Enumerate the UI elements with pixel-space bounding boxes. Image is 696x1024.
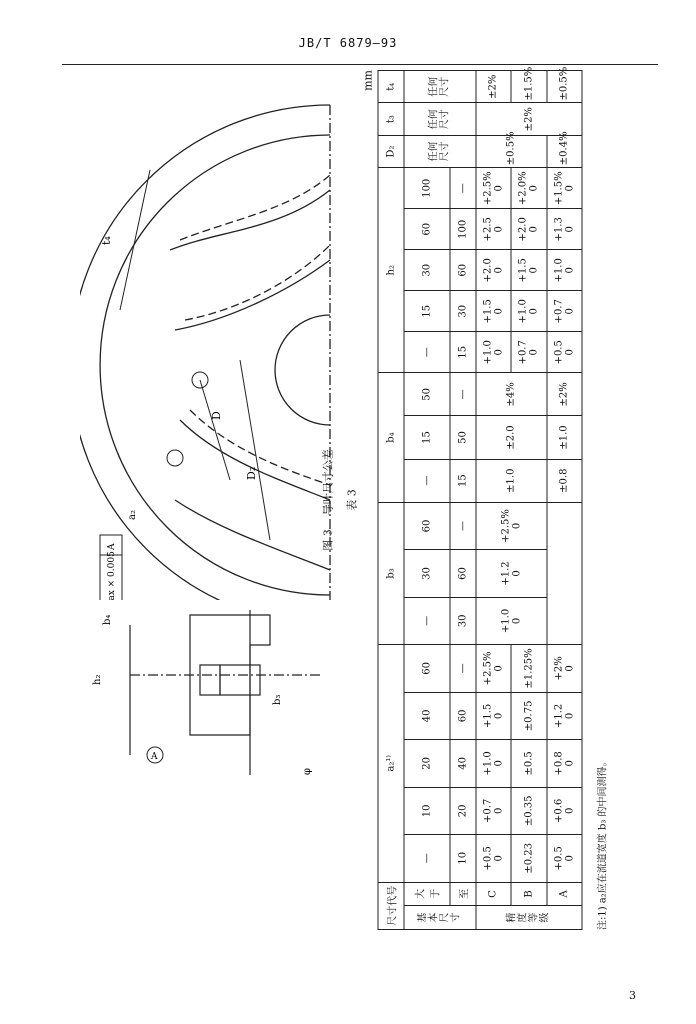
col-group-header: 尺寸代号	[378, 882, 404, 929]
to-label: 至	[450, 882, 476, 906]
value-cell: +2.5% 0	[476, 502, 547, 549]
datum-circle-label: A	[151, 752, 158, 762]
value-cell: +2.0 0	[476, 250, 511, 291]
h2-header: h₂	[378, 168, 404, 373]
range-cell: 60	[404, 502, 451, 549]
value-cell: +1.2 0	[547, 692, 582, 739]
value-cell: +1.0 0	[476, 740, 511, 787]
label-b3: b₃	[272, 694, 283, 705]
range-cell: —	[404, 332, 451, 373]
t4-header: t₄	[378, 71, 404, 104]
outer-arc	[80, 105, 330, 600]
b3-header: b₃	[378, 502, 404, 644]
t3-header: t₃	[378, 103, 404, 135]
value-cell: +2% 0	[547, 645, 582, 693]
label-D2: D₂	[245, 466, 258, 480]
value-cell: +2.0% 0	[511, 168, 546, 209]
b4-header: b₄	[378, 373, 404, 502]
range-cell: 60	[404, 645, 451, 693]
range-cell: 40	[404, 692, 451, 739]
value-cell: ±1.0	[476, 459, 547, 502]
range-cell: —	[404, 835, 451, 882]
range-cell: 15	[404, 416, 451, 459]
value-cell: ±1.5%	[511, 71, 546, 104]
range-cell: —	[450, 373, 476, 416]
value-cell: +1.0 0	[511, 291, 546, 332]
value-cell: +0.5 0	[547, 332, 582, 373]
value-cell: ±0.75	[511, 692, 546, 739]
tolerance-frame-text: D₁max × 0.005	[107, 551, 117, 600]
range-cell: —	[404, 597, 451, 644]
tolerance-table	[378, 66, 583, 930]
range-cell: 100	[404, 168, 451, 209]
label-b4: b₄	[102, 614, 113, 625]
value-cell: +1.0 0	[476, 332, 511, 373]
value-cell: ±0.5%	[476, 135, 547, 167]
document-header: JB/T 6879—93	[298, 36, 398, 50]
a2-header: a₂¹⁾	[378, 645, 404, 882]
range-cell: —	[404, 459, 451, 502]
value-cell: +0.5 0	[547, 835, 582, 882]
value-cell: +0.7 0	[547, 291, 582, 332]
page-number: 3	[629, 989, 636, 1002]
range-cell: 10	[404, 787, 451, 834]
range-cell: 15	[404, 291, 451, 332]
value-cell: +2.0 0	[511, 209, 546, 250]
section-view	[70, 605, 340, 780]
label-phi: φ	[302, 767, 313, 775]
range-cell: 20	[404, 740, 451, 787]
label-h2: h₂	[92, 674, 103, 685]
range-cell: 30	[404, 550, 451, 597]
value-cell: +1.2 0	[476, 550, 547, 597]
vane-circle	[167, 450, 183, 466]
value-cell: +0.7 0	[511, 332, 546, 373]
range-cell: 60	[450, 692, 476, 739]
value-cell: +0.7 0	[476, 787, 511, 834]
value-cell: ±2%	[476, 71, 511, 104]
label-D: D	[210, 411, 223, 420]
value-cell: +2.5% 0	[476, 168, 511, 209]
range-cell: —	[450, 168, 476, 209]
basic-size-label: 基本尺寸	[404, 906, 476, 930]
range-cell: 50	[404, 373, 451, 416]
D2-any: 任何尺寸	[404, 135, 476, 167]
datum-frame: A	[107, 543, 117, 550]
header-row-over	[404, 71, 451, 930]
range-cell: 100	[450, 209, 476, 250]
header-row-to	[450, 71, 476, 930]
value-cell: ±2%	[476, 103, 582, 135]
inner-arc	[100, 135, 330, 595]
range-cell: 20	[450, 787, 476, 834]
value-cell: +0.6 0	[547, 787, 582, 834]
header-row-1	[378, 71, 404, 930]
value-cell: +2.5% 0	[476, 645, 511, 693]
range-cell: 15	[450, 332, 476, 373]
range-cell: 30	[450, 597, 476, 644]
value-cell: +0.8 0	[547, 740, 582, 787]
value-cell: ±0.23	[511, 835, 546, 882]
value-cell: ±0.4%	[547, 135, 582, 167]
value-cell: ±2.0	[476, 416, 547, 459]
value-cell: +1.5 0	[511, 250, 546, 291]
range-cell: 50	[450, 416, 476, 459]
range-cell: 30	[404, 250, 451, 291]
value-cell: +0.5 0	[476, 835, 511, 882]
value-cell: +1.5 0	[476, 291, 511, 332]
over-label: 大于	[404, 882, 451, 906]
header-rule	[62, 64, 658, 65]
grade-cell: B	[511, 882, 546, 906]
range-cell: 60	[450, 250, 476, 291]
grade-label: 精度等级	[476, 906, 582, 930]
range-cell: —	[450, 645, 476, 693]
table-row	[476, 71, 511, 930]
value-cell: +1.5 0	[476, 692, 511, 739]
value-cell: ±0.5%	[547, 71, 582, 104]
range-cell: —	[450, 502, 476, 549]
figure-caption	[320, 70, 336, 930]
range-cell: 60	[404, 209, 451, 250]
value-cell: ±0.35	[511, 787, 546, 834]
table-unit: mm	[361, 70, 375, 91]
value-cell: +1.0 0	[547, 250, 582, 291]
figure-title: 图 3	[321, 529, 335, 551]
value-cell: +1.3 0	[547, 209, 582, 250]
label-t4: t₄	[100, 236, 113, 245]
value-cell: +1.5% 0	[547, 168, 582, 209]
value-cell: ±4%	[476, 373, 547, 416]
label-a2: a₂	[127, 510, 138, 520]
grade-cell: A	[547, 882, 582, 906]
table-3	[321, 66, 609, 930]
value-cell: ±0.8	[547, 459, 582, 502]
range-cell: 60	[450, 550, 476, 597]
t4-any: 任何尺寸	[404, 71, 476, 104]
grade-cell: C	[476, 882, 511, 906]
table-row	[547, 71, 582, 930]
value-cell: ±0.5	[511, 740, 546, 787]
D2-header: D₂	[378, 135, 404, 167]
range-cell: 30	[450, 291, 476, 332]
value-cell: +2.5 0	[476, 209, 511, 250]
table-note: 注:1) a₂应在流道宽度 b₃ 的中间测得。	[597, 756, 609, 930]
t3-any: 任何尺寸	[404, 103, 476, 135]
table-title: 表 3	[345, 489, 359, 511]
range-cell: 15	[450, 459, 476, 502]
value-cell: +1.0 0	[476, 597, 547, 644]
value-cell: ±1.25%	[511, 645, 546, 693]
value-cell: ±2%	[547, 373, 582, 416]
range-cell: 40	[450, 740, 476, 787]
range-cell: 10	[450, 835, 476, 882]
figure-subtitle: 导叶尺寸公差	[321, 449, 335, 516]
value-cell: ±1.0	[547, 416, 582, 459]
value-cell	[547, 502, 582, 644]
